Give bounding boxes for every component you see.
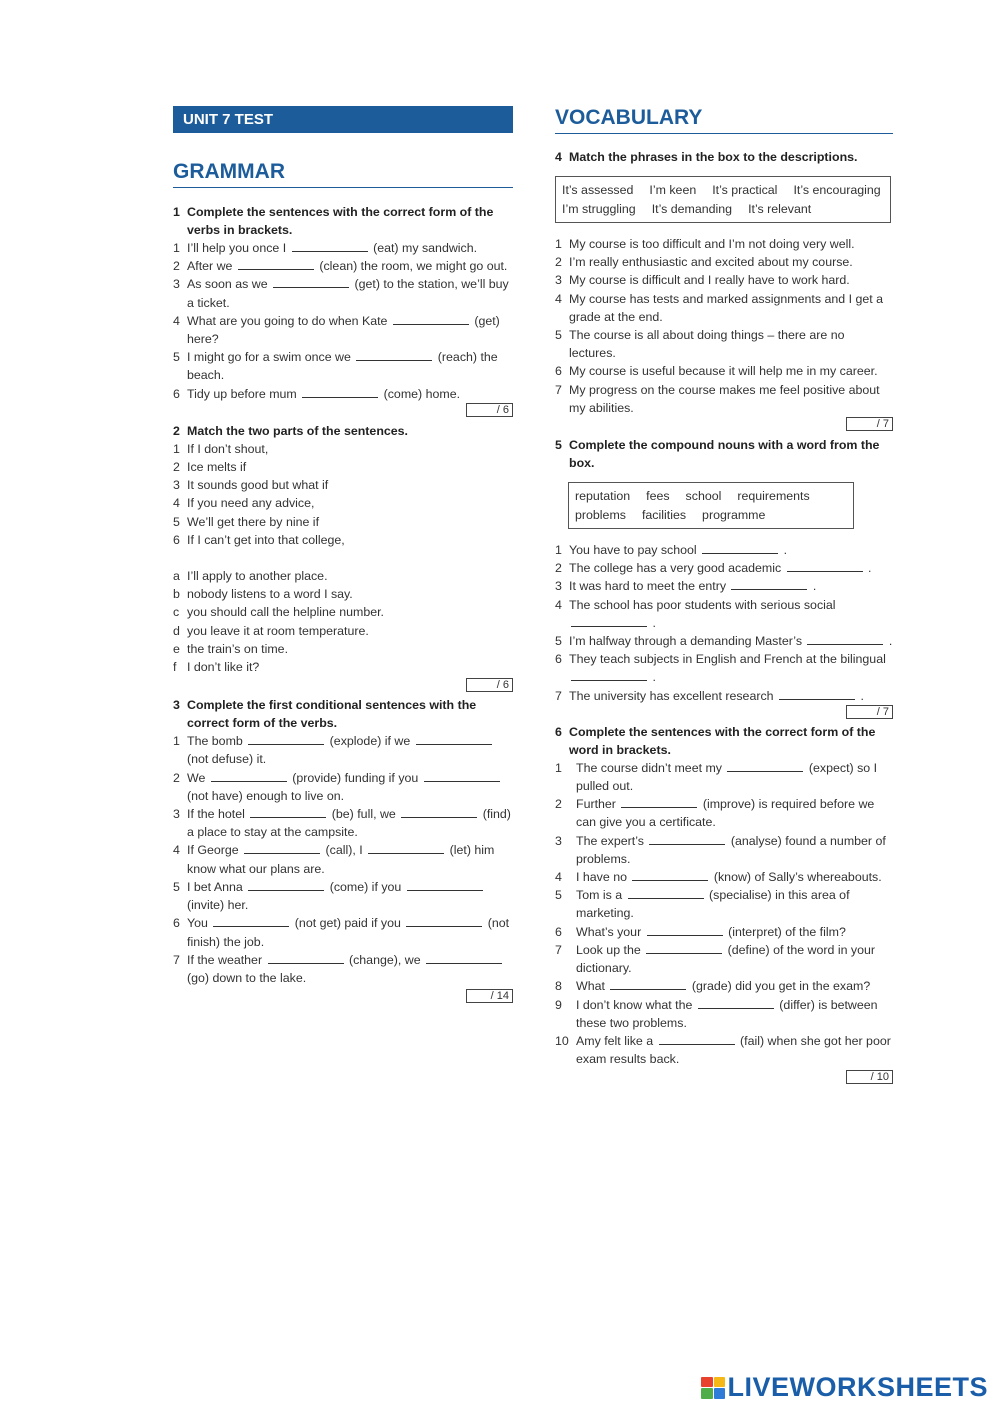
answer-blank[interactable] (646, 943, 722, 954)
item-text: It sounds good but what if (187, 478, 329, 493)
score-box[interactable]: / 6 (466, 678, 513, 692)
list-item (555, 596, 893, 632)
item-text: What are you going to do when Kate (get) here? (187, 313, 500, 347)
list-item (173, 951, 513, 987)
item-number: 5 (555, 634, 562, 649)
answer-blank[interactable] (731, 579, 807, 590)
exercise-4-list (555, 235, 893, 417)
answer-blank[interactable] (779, 689, 855, 700)
exercise-5 (555, 436, 893, 719)
item-number: 5 (555, 328, 562, 343)
list-item (555, 687, 893, 705)
score-box[interactable]: / 7 (846, 417, 893, 431)
item-text: As soon as we (get) to the station, we’ll buy a ticket. (187, 277, 509, 310)
list-item (555, 326, 893, 362)
item-number: 6 (173, 532, 180, 547)
list-item (555, 996, 893, 1032)
item-text: The course is all about doing things – there are no lectures. (569, 328, 845, 361)
answer-blank[interactable] (407, 880, 483, 891)
item-number: 3 (555, 833, 562, 848)
item-text: You (not get) paid if you (not finish) the job. (187, 916, 510, 949)
item-number: 2 (173, 259, 180, 274)
list-item (173, 878, 513, 914)
box-phrase: problems (575, 507, 626, 522)
box-phrase: I’m struggling (562, 201, 636, 216)
answer-blank[interactable] (302, 387, 378, 398)
exercise-1-heading: 1 Complete the sentences with the correct form of the verbs in brackets. (173, 205, 494, 237)
list-item (555, 559, 893, 577)
answer-blank[interactable] (628, 888, 704, 899)
exercise-6-heading: 6 Complete the sentences with the correct form of the word in brackets. (555, 724, 876, 757)
item-number: 1 (173, 734, 180, 749)
item-number: 5 (173, 879, 180, 894)
list-item (173, 769, 513, 805)
item-text: I’ll apply to another place. (187, 569, 328, 584)
score-box[interactable]: / 14 (466, 989, 513, 1003)
exercise-5-list (555, 541, 893, 705)
answer-blank[interactable] (268, 953, 344, 964)
answer-blank[interactable] (424, 771, 500, 782)
list-item (173, 275, 513, 311)
item-text: I’ll help you once I (eat) my sandwich. (187, 241, 478, 255)
exercise-4-heading: 4 Match the phrases in the box to the descriptions. (555, 150, 858, 164)
answer-blank[interactable] (356, 350, 432, 361)
box-phrase: I’m keen (649, 183, 697, 197)
item-text: They teach subjects in English and French at the bilingual . (569, 652, 886, 685)
list-item (555, 541, 893, 559)
item-text: My course has tests and marked assignments and I get a grade at the end. (569, 291, 884, 324)
answer-blank[interactable] (787, 561, 863, 572)
item-text: Ice melts if (187, 460, 247, 475)
answer-blank[interactable] (238, 259, 314, 270)
item-number: 1 (173, 441, 180, 456)
item-text: I have no (know) of Sally’s whereabouts. (576, 870, 882, 885)
item-text: Tom is a (specialise) in this area of marketing. (576, 888, 850, 921)
item-number: 10 (555, 1033, 569, 1048)
answer-blank[interactable] (248, 880, 324, 891)
item-number: 3 (173, 807, 180, 822)
logo-tile (714, 1377, 726, 1388)
answer-blank[interactable] (571, 616, 647, 627)
item-number: 2 (555, 797, 562, 812)
item-number: 5 (173, 350, 180, 365)
item-text: If I don’t shout, (187, 441, 269, 456)
item-number: 3 (173, 478, 180, 493)
answer-blank[interactable] (273, 277, 349, 288)
item-text: nobody listens to a word I say. (187, 587, 353, 602)
answer-blank[interactable] (632, 870, 708, 881)
answer-blank[interactable] (393, 314, 469, 325)
item-number: 3 (173, 277, 180, 292)
item-text: If George (call), I (let) him know what our plans are. (187, 843, 495, 876)
item-number: 3 (555, 579, 562, 594)
item-text: I’m halfway through a demanding Master’s . (569, 634, 893, 649)
item-number: e (173, 641, 180, 656)
answer-blank[interactable] (406, 916, 482, 927)
box-phrase: programme (702, 507, 766, 522)
grammar-title: GRAMMAR (173, 160, 513, 188)
list-item (555, 1032, 893, 1068)
unit-title-bar: UNIT 7 TEST (173, 106, 513, 133)
score-box[interactable]: / 7 (846, 705, 893, 719)
item-text: We’ll get there by nine if (187, 514, 320, 529)
list-item (173, 603, 513, 621)
exercise-1 (173, 203, 513, 417)
item-text: you should call the helpline number. (187, 605, 385, 620)
item-text: I’m really enthusiastic and excited about my course. (569, 255, 853, 270)
answer-blank[interactable] (649, 834, 725, 845)
item-text: After we (clean) the room, we might go out. (187, 259, 508, 274)
list-item (555, 759, 893, 795)
list-item (555, 886, 893, 922)
answer-blank[interactable] (368, 843, 444, 854)
item-text: Further (improve) is required before we can give you a certificate. (576, 797, 875, 830)
item-number: 1 (173, 241, 180, 255)
exercise-2-list (173, 440, 513, 549)
list-item (173, 494, 513, 512)
item-number: 3 (555, 273, 562, 288)
item-number: b (173, 587, 180, 602)
list-item (173, 567, 513, 585)
answer-blank[interactable] (702, 543, 778, 554)
list-item (555, 941, 893, 977)
item-number: a (173, 569, 180, 584)
exercise-2 (173, 422, 513, 692)
list-item (555, 253, 893, 271)
score-box[interactable]: / 10 (846, 1070, 893, 1084)
item-text: You have to pay school . (569, 543, 788, 558)
item-text: If the hotel (be) full, we (find) a place to stay at the campsite. (187, 807, 511, 840)
left-column (173, 106, 513, 1003)
item-text: you leave it at room temperature. (187, 623, 369, 638)
list-item (555, 577, 893, 595)
box-phrase: It’s practical (712, 183, 778, 197)
list-item (555, 362, 893, 380)
list-item (173, 458, 513, 476)
answer-blank[interactable] (571, 670, 647, 681)
item-number: 5 (173, 514, 180, 529)
item-text: I might go for a swim once we (reach) the beach. (187, 350, 498, 383)
answer-blank[interactable] (698, 998, 774, 1009)
item-number: 9 (555, 997, 562, 1012)
item-number: 1 (555, 760, 562, 775)
answer-blank[interactable] (244, 843, 320, 854)
item-number: 1 (555, 543, 562, 558)
box-phrase: It’s demanding (651, 201, 733, 216)
box-phrase: It’s encouraging (793, 183, 881, 197)
exercise-2-endings (173, 567, 513, 676)
list-item (555, 271, 893, 289)
item-number: 7 (555, 688, 562, 703)
item-number: 2 (555, 255, 562, 270)
item-number: 7 (173, 952, 180, 967)
box-phrase: school (685, 489, 722, 504)
logo-tile (701, 1377, 713, 1388)
right-column (555, 106, 893, 1084)
word-box (568, 482, 854, 529)
answer-blank[interactable] (610, 979, 686, 990)
logo-text: LIVEWORKSHEETS (727, 1372, 988, 1402)
item-text: The university has excellent research . (569, 688, 864, 703)
answer-blank[interactable] (426, 953, 502, 964)
phrase-box (555, 176, 891, 223)
box-phrase: facilities (641, 507, 687, 522)
item-text: If I can’t get into that college, (187, 532, 345, 547)
list-item (173, 841, 513, 877)
item-number: 6 (173, 916, 180, 931)
item-number: 7 (555, 942, 562, 957)
item-text: I don’t like it? (187, 660, 260, 675)
list-item (173, 531, 513, 549)
liveworksheets-logo (701, 1372, 988, 1403)
box-phrase: It’s relevant (748, 201, 812, 216)
item-number: 1 (555, 237, 562, 251)
item-text: The school has poor students with serious social . (569, 597, 836, 630)
item-number: 4 (173, 496, 180, 511)
item-number: 4 (173, 313, 180, 328)
item-text: the train’s on time. (187, 641, 289, 656)
item-text: It was hard to meet the entry . (569, 579, 817, 594)
item-number: 4 (555, 597, 562, 612)
answer-blank[interactable] (211, 771, 287, 782)
item-text: I don’t know what the (differ) is between these two problems. (576, 997, 878, 1030)
answer-blank[interactable] (213, 916, 289, 927)
logo-tile (714, 1388, 726, 1399)
item-text: The course didn’t meet my (expect) so I pulled out. (576, 760, 878, 794)
item-text: If you need any advice, (187, 496, 315, 511)
item-number: 6 (555, 924, 562, 939)
answer-blank[interactable] (807, 634, 883, 645)
box-phrase: requirements (737, 489, 810, 504)
list-item (555, 235, 893, 253)
answer-blank[interactable] (250, 807, 326, 818)
answer-blank[interactable] (292, 241, 368, 252)
list-item (555, 795, 893, 831)
score-box[interactable]: / 6 (466, 403, 513, 417)
list-item (173, 513, 513, 531)
item-text: My course is too difficult and I’m not doing very well. (569, 237, 855, 251)
list-item (173, 385, 513, 403)
exercise-6-list (555, 759, 893, 1068)
list-item (555, 650, 893, 686)
item-number: f (173, 660, 177, 675)
item-number: 5 (555, 888, 562, 903)
item-number: 6 (555, 652, 562, 667)
item-text: What’s your (interpret) of the film? (576, 924, 846, 939)
item-text: My course is useful because it will help me in my career. (569, 364, 878, 379)
answer-blank[interactable] (647, 925, 723, 936)
answer-blank[interactable] (416, 734, 492, 745)
list-item (555, 832, 893, 868)
list-item (555, 290, 893, 326)
logo-tile (701, 1388, 713, 1399)
list-item (173, 476, 513, 494)
list-item (555, 923, 893, 941)
item-text: The college has a very good academic . (569, 561, 872, 576)
list-item (173, 640, 513, 658)
list-item (555, 632, 893, 650)
list-item (173, 239, 513, 257)
item-number: 7 (555, 382, 562, 397)
item-number: c (173, 605, 180, 620)
item-number: 4 (173, 843, 180, 858)
item-text: Tidy up before mum (come) home. (187, 386, 461, 401)
item-number: 8 (555, 979, 562, 994)
item-number: 2 (173, 460, 180, 475)
item-text: We (provide) funding if you (not have) enough to live on. (187, 769, 513, 805)
answer-blank[interactable] (727, 761, 803, 772)
item-text: The expert’s (analyse) found a number of problems. (576, 833, 886, 866)
exercise-4 (555, 148, 893, 431)
answer-blank[interactable] (401, 807, 477, 818)
list-item (173, 622, 513, 640)
list-item (173, 312, 513, 348)
list-item (555, 977, 893, 995)
exercise-3 (173, 696, 513, 1003)
exercise-5-heading: 5 Complete the compound nouns with a word from the box. (555, 438, 880, 471)
exercise-2-heading: 2 Match the two parts of the sentences. (173, 423, 409, 438)
list-item (173, 658, 513, 676)
item-text: I bet Anna (come) if you (invite) her. (187, 878, 513, 914)
liveworksheets-icon (701, 1377, 725, 1399)
item-text: My course is difficult and I really have to work hard. (569, 273, 850, 288)
answer-blank[interactable] (659, 1034, 735, 1045)
item-text: Amy felt like a (fail) when she got her poor exam results back. (576, 1033, 891, 1067)
box-phrase: reputation (575, 489, 631, 504)
answer-blank[interactable] (621, 797, 697, 808)
item-text: If the weather (change), we (go) down to the lake. (187, 951, 513, 987)
list-item (173, 440, 513, 458)
list-item (173, 257, 513, 275)
item-number: 6 (555, 364, 562, 379)
item-number: d (173, 623, 180, 638)
item-number: 4 (555, 870, 562, 885)
list-item (173, 585, 513, 603)
box-phrase: It’s assessed (562, 183, 634, 197)
item-number: 2 (173, 770, 180, 785)
list-item (555, 868, 893, 886)
item-text: The bomb (explode) if we (not defuse) it. (187, 732, 513, 768)
list-item (555, 381, 893, 417)
item-text: What (grade) did you get in the exam? (576, 979, 871, 994)
exercise-6 (555, 723, 893, 1084)
box-phrase: fees (646, 489, 670, 504)
item-number: 4 (555, 291, 562, 306)
list-item (173, 732, 513, 768)
answer-blank[interactable] (248, 734, 324, 745)
exercise-1-list (173, 239, 513, 403)
item-number: 6 (173, 386, 180, 401)
list-item (173, 914, 513, 950)
vocabulary-title: VOCABULARY (555, 106, 893, 134)
list-item (173, 348, 513, 384)
item-number: 2 (555, 561, 562, 576)
item-text: Look up the (define) of the word in your dictionary. (576, 942, 876, 976)
exercise-3-heading: 3 Complete the first conditional sentences with the correct form of the verbs. (173, 698, 477, 731)
exercise-3-list (173, 732, 513, 987)
item-text: My progress on the course makes me feel positive about my abilities. (569, 382, 880, 415)
list-item (173, 805, 513, 841)
